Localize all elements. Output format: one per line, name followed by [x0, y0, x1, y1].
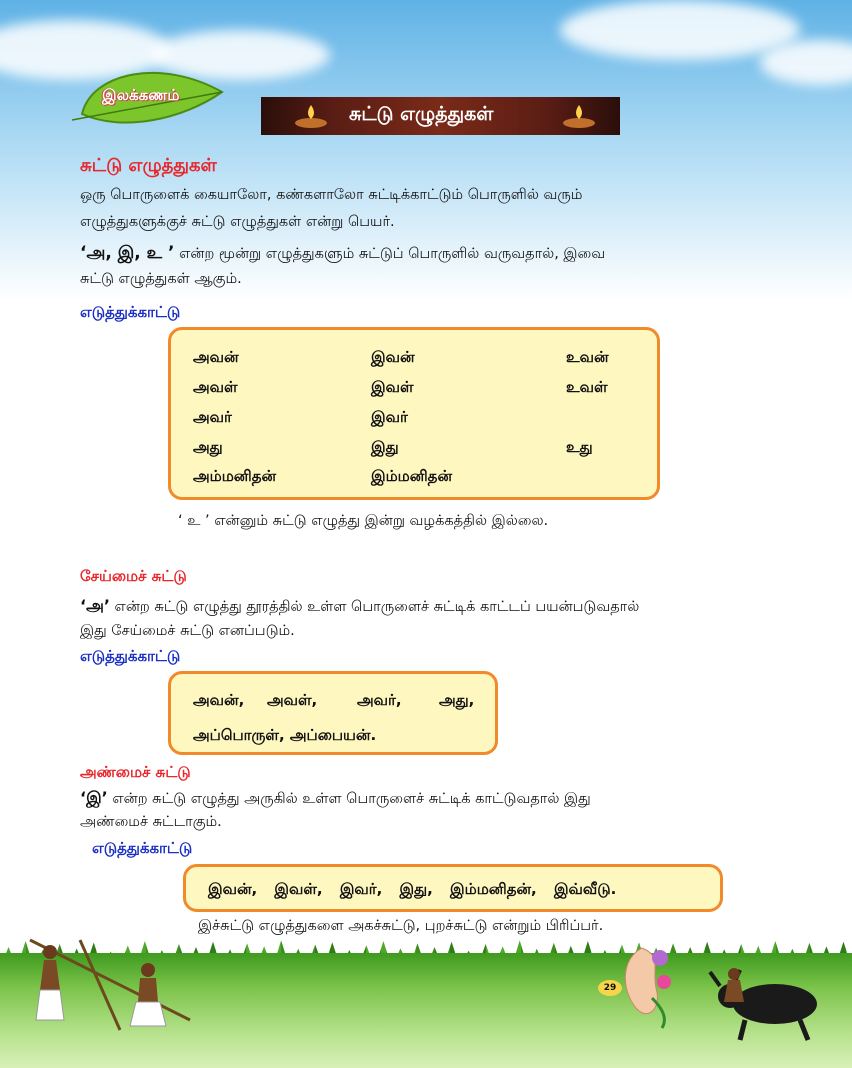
paragraph-text: என்ற சுட்டு எழுத்து தூரத்தில் உள்ள பொருளைச் சுட்டிக் காட்டப் பயன்படுவதால் [114, 599, 640, 615]
example-box [183, 864, 723, 912]
woman-flower-illustration [612, 938, 674, 1030]
example-word: அவர், [357, 691, 402, 709]
table-cell: இவள் [371, 378, 414, 396]
table-cell: அம்மனிதன் [193, 467, 277, 485]
letter-bold: ‘அ’ [80, 596, 110, 615]
table-cell: இது [371, 438, 399, 456]
paragraph-line [80, 788, 591, 809]
paragraph-text: என்ற சுட்டு எழுத்து அருகில் உள்ள பொருளைச் சுட்டிக் காட்டுவதால் இது [112, 791, 591, 807]
bull-taming-illustration [700, 962, 830, 1042]
leaf-label: இலக்கணம் [102, 86, 180, 104]
table-cell: இவன் [371, 348, 415, 366]
banner-title: சுட்டு எழுத்துகள் [349, 103, 494, 125]
example-word: அது, [439, 691, 475, 709]
paragraph-line: அண்மைச் சுட்டாகும். [80, 814, 222, 830]
letter-bold: ‘இ’ [80, 788, 108, 807]
example-box [168, 671, 498, 755]
section-heading: சேய்மைச் சுட்டு [80, 567, 187, 585]
section-heading: சுட்டு எழுத்துகள் [80, 155, 217, 176]
example-word: அவன், [193, 691, 245, 709]
title-banner [261, 97, 620, 135]
paragraph-line [80, 596, 639, 617]
table-cell: உது [566, 438, 593, 456]
page-number: 29 [598, 980, 622, 996]
example-label: எடுத்துக்காட்டு [92, 839, 193, 857]
paragraph-line: சுட்டு எழுத்துகள் ஆகும். [80, 271, 242, 287]
table-cell: இம்மனிதன் [371, 467, 452, 485]
leaf-badge [72, 62, 232, 128]
silambam-players-illustration [20, 930, 200, 1040]
table-cell: அது [193, 438, 223, 456]
table-cell: உவன் [566, 348, 609, 366]
paragraph-line: இது சேய்மைச் சுட்டு எனப்படும். [80, 623, 295, 639]
paragraph-line: எழுத்துகளுக்குச் சுட்டு எழுத்துகள் என்று பெயர். [80, 214, 395, 230]
table-cell: அவள் [193, 378, 238, 396]
footer-note: இச்சுட்டு எழுத்துகளை அகச்சுட்டு, புறச்சுட்டு என்றும் பிரிப்பர். [198, 918, 604, 934]
example-word: அவள், [267, 691, 318, 709]
table-cell: உவள் [566, 378, 608, 396]
letters-bold: ‘அ, இ, உ ’ [80, 243, 175, 263]
example-words: அப்பொருள், அப்பையன். [193, 726, 377, 744]
example-label: எடுத்துக்காட்டு [80, 647, 181, 665]
lamp-icon [291, 101, 331, 131]
table-cell: அவர் [193, 408, 232, 426]
lamp-icon [559, 101, 599, 131]
paragraph-line: ஒரு பொருளைக் கையாலோ, கண்களாலோ சுட்டிக்காட்டும் பொருளில் வரும் [80, 187, 583, 203]
cloud [560, 0, 800, 60]
table-cell: இவர் [371, 408, 408, 426]
paragraph-text: என்ற மூன்று எழுத்துகளும் சுட்டுப் பொருளில் வருவதால், இவை [179, 246, 606, 262]
table-cell: அவன் [193, 348, 239, 366]
note-text: ‘ உ ’ என்னும் சுட்டு எழுத்து இன்று வழக்கத்தில் இல்லை. [178, 513, 549, 529]
example-label: எடுத்துக்காட்டு [80, 303, 181, 321]
example-words: இவன், இவள், இவர், இது, இம்மனிதன், இவ்வீடு. [208, 880, 617, 898]
example-box [168, 327, 660, 500]
section-heading: அண்மைச் சுட்டு [80, 763, 191, 781]
paragraph-line [80, 243, 605, 265]
